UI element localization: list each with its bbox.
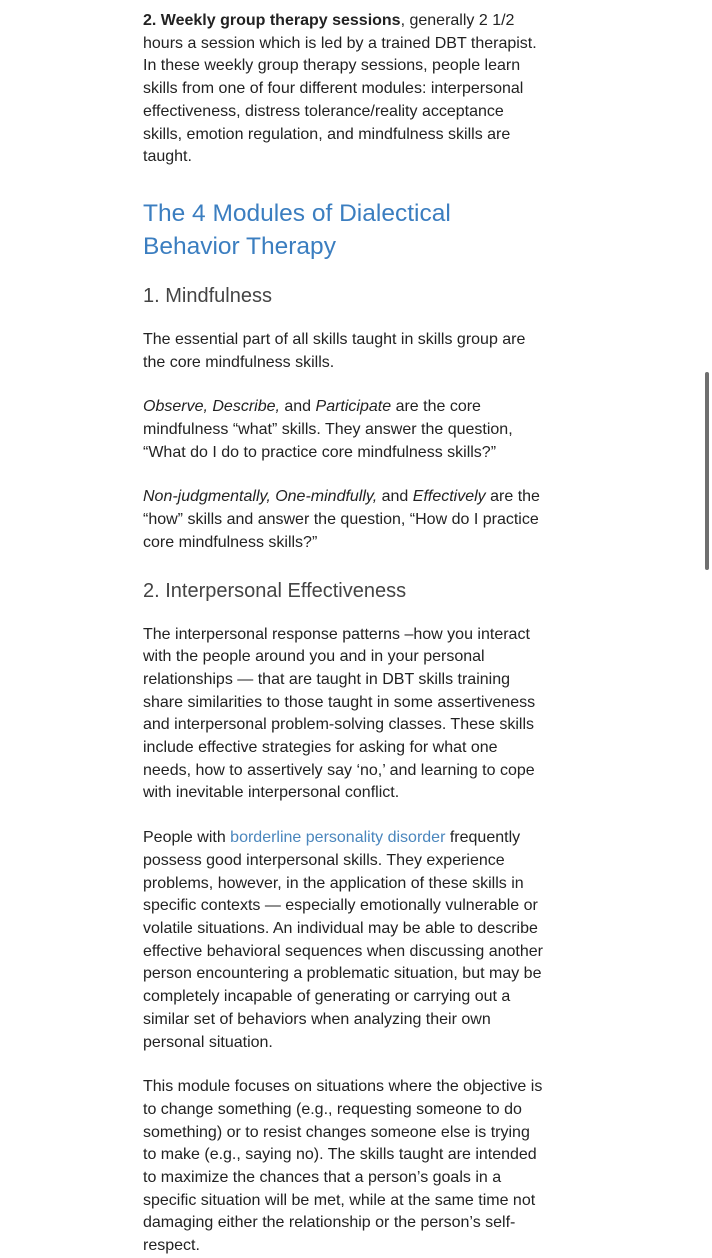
article-body (143, 10, 547, 1258)
interpersonal-paragraph-2 (143, 827, 547, 1054)
bpd-after-text: frequently possess good interpersonal skills. They experience problems, however, in the application of these skills in specific contexts — especially emotionally vulnerable or volatile situations. An individual may be able to describe effective behavioral sequences when discussing another person encountering a problematic situation, but may be completely incapable of generating or carrying out a similar set of behaviors when analyzing their own personal situation. (143, 829, 543, 1051)
and-text: and (279, 398, 316, 416)
effectively-term: Effectively (412, 488, 486, 506)
interpersonal-paragraph-3: This module focuses on situations where the objective is to change something (e.g., requesting someone to do something) or to resist changes someone else is trying to make (e.g., saying no). The skills taught are intended to maximize the chances that a person’s goals in a specific situation will be met, while at the same time not damaging either the relationship or the person’s self-respect. (143, 1078, 543, 1255)
bpd-link[interactable]: borderline personality disorder (230, 829, 446, 847)
interpersonal-heading: 2. Interpersonal Effectiveness (143, 579, 407, 602)
mindfulness-what-skills-paragraph (143, 396, 547, 464)
mindfulness-how-skills-paragraph (143, 486, 547, 554)
and-text: and (377, 488, 413, 506)
observe-describe-term: Observe, Describe, (143, 398, 280, 416)
participate-term: Participate (315, 398, 392, 416)
bpd-before-text: People with (143, 829, 231, 847)
scrollbar[interactable] (704, 0, 712, 1200)
interpersonal-paragraph-1: The interpersonal response patterns –how you interact with the people around you and in your personal relationships — that are taught in DBT skills training share similarities to those taught in some assertiveness and interpersonal problem-solving classes. These skills include effective strategies for asking for what one needs, how to assertively say ‘no,’ and learning to cope with inevitable interpersonal conflict. (143, 625, 536, 802)
mindfulness-heading: 1. Mindfulness (143, 284, 272, 307)
what-skills-text: are the core mindfulness “what” skills. They answer the question, “What do I do to practice core mindfulness skills?” (143, 398, 513, 461)
nonjudgmentally-term: Non-judgmentally, One-mindfully, (143, 488, 378, 506)
scrollbar-thumb[interactable] (705, 372, 709, 570)
group-therapy-text: , generally 2 1/2 hours a session which is led by a trained DBT therapist. In these weekly group therapy sessions, people learn skills from one of four different modules: interpersonal effectiveness, distress tolerance/reality acceptance skills, emotion regulation, and mindfulness skills are taught. (143, 12, 537, 166)
mindfulness-paragraph-1: The essential part of all skills taught in skills group are the core mindfulness skills. (143, 330, 526, 371)
group-therapy-paragraph (143, 10, 547, 169)
modules-heading: The 4 Modules of Dialectical Behavior Therapy (143, 199, 451, 260)
how-skills-text: are the “how” skills and answer the question, “How do I practice core mindfulness skills?” (143, 488, 540, 551)
group-therapy-label: 2. Weekly group therapy sessions (143, 12, 401, 29)
